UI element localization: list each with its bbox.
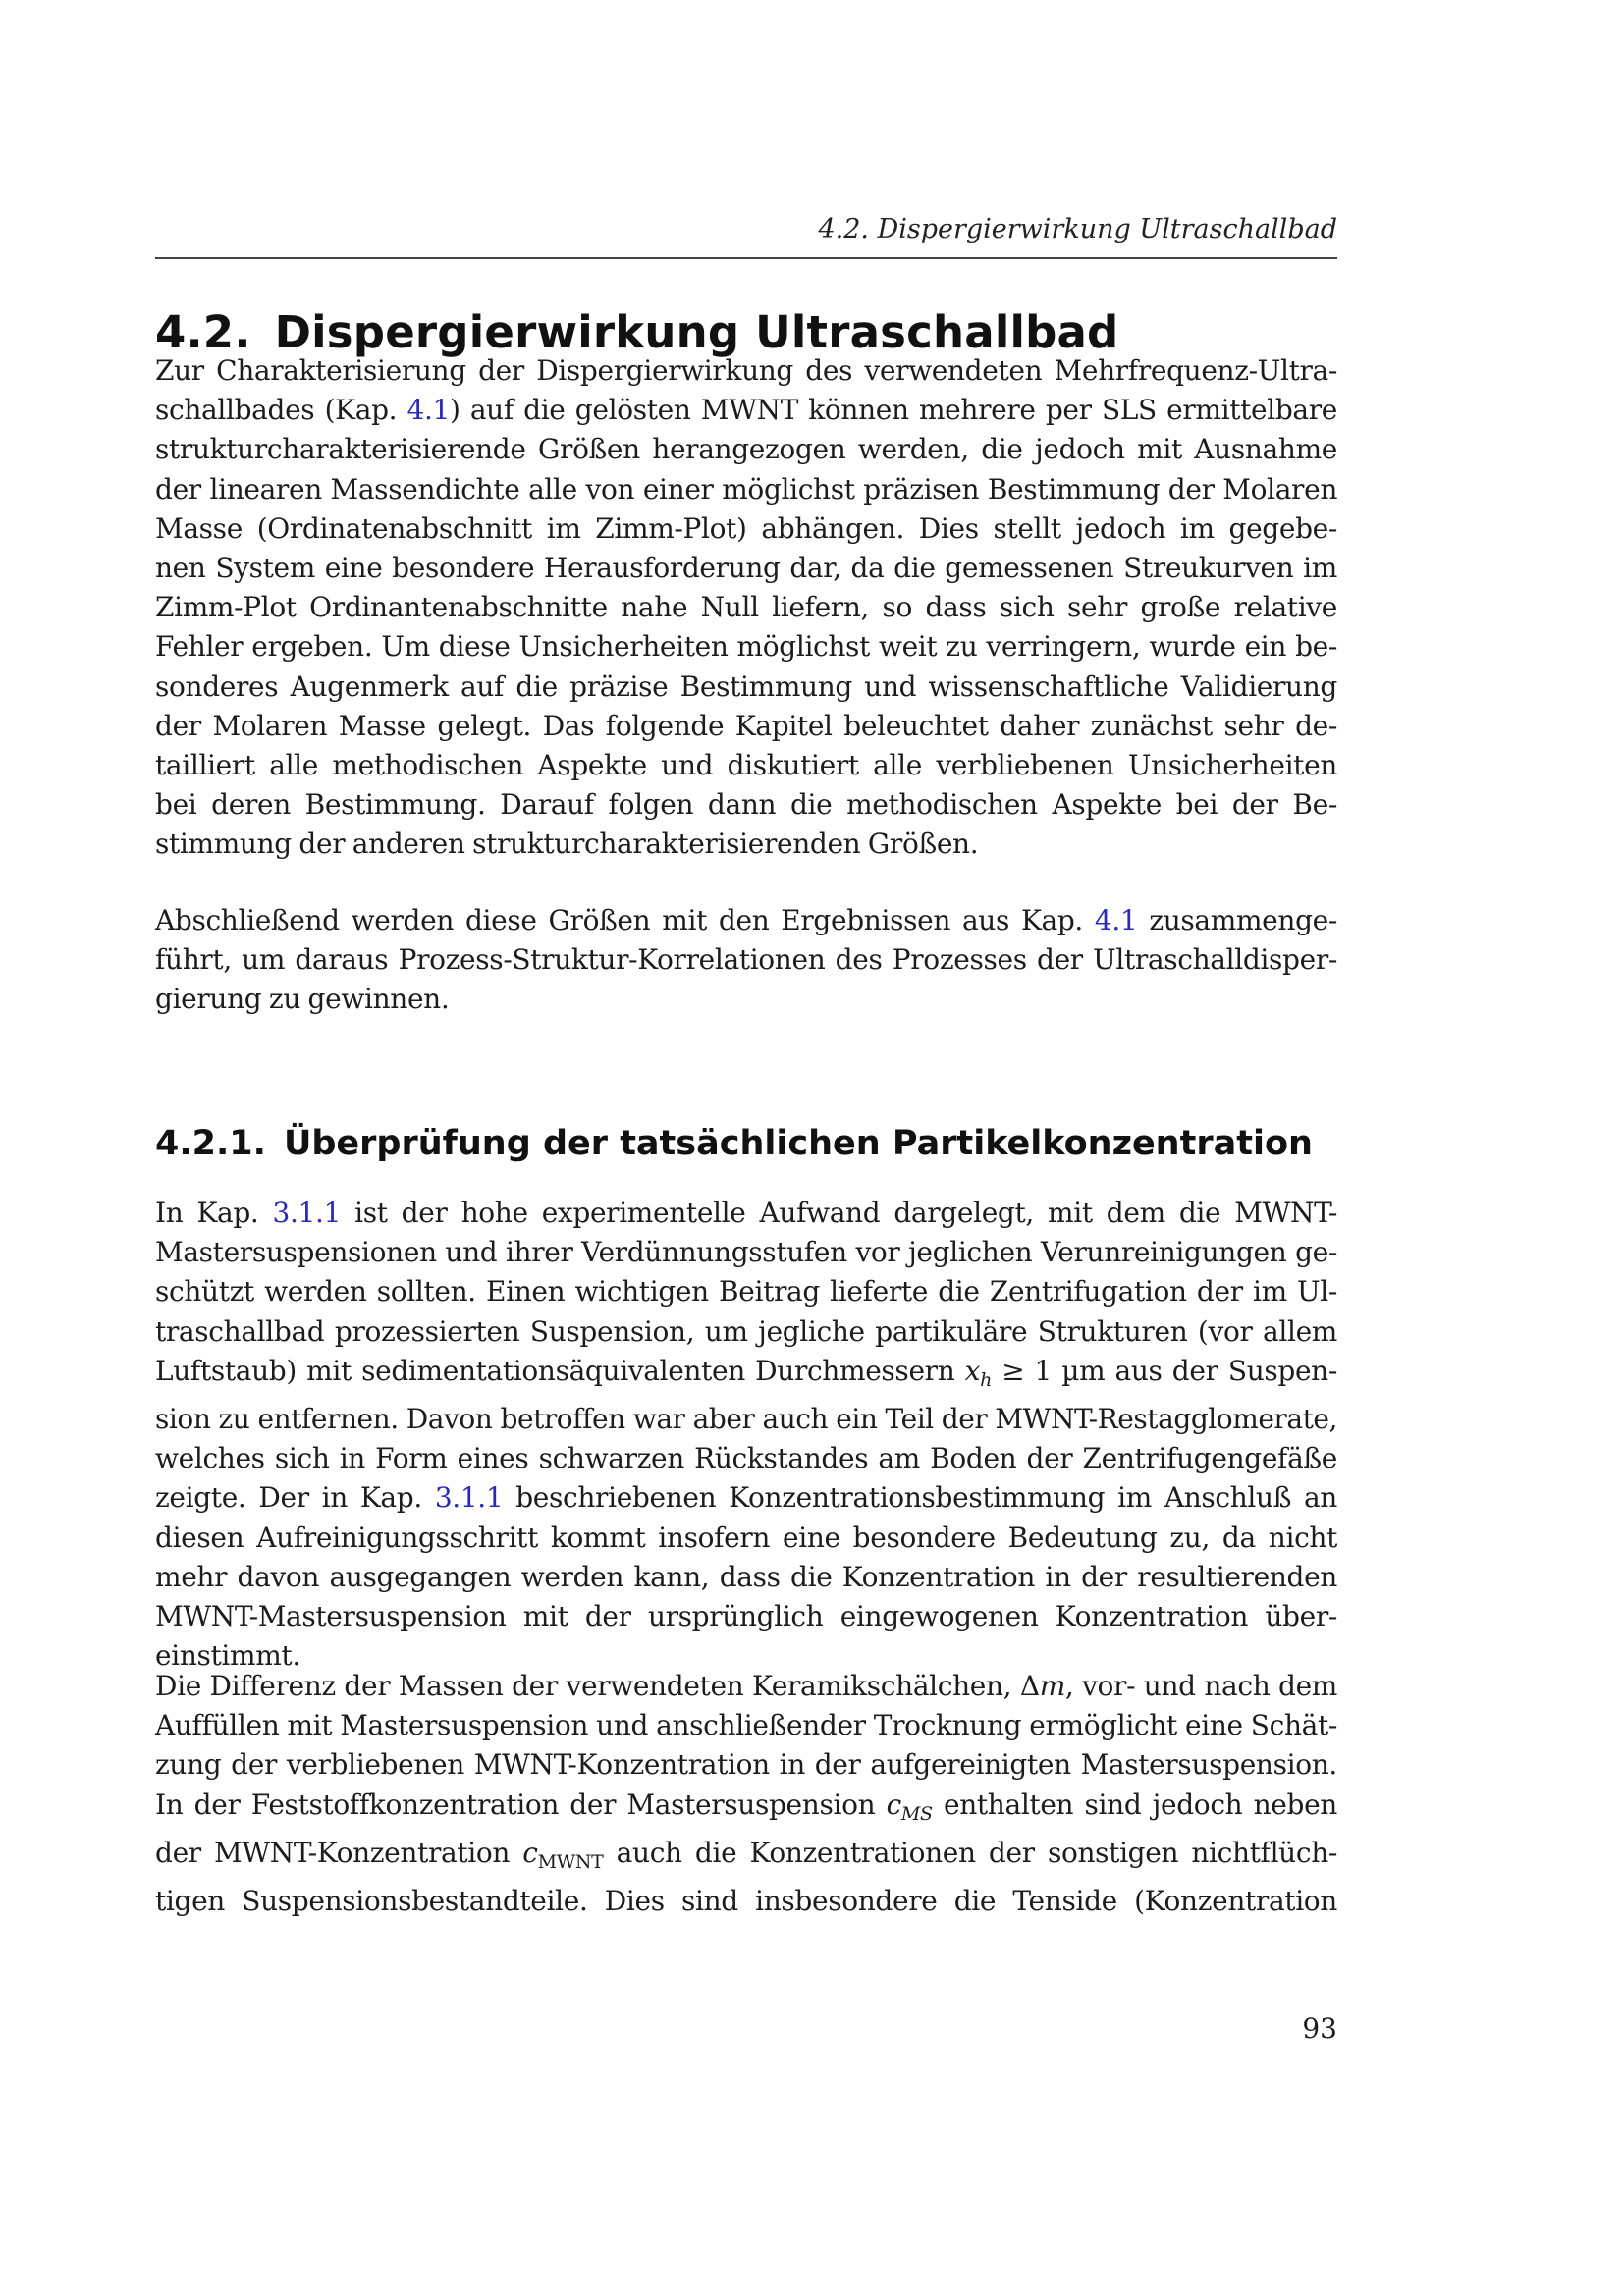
text-line: der Molaren Masse gelegt. Das folgende Kapitel beleuchtet daher zunächst sehr de- <box>155 709 1337 742</box>
text-line: tigen Suspensionsbestandteile. Dies sind insbesondere die Tenside (Konzentration <box>155 1885 1337 1918</box>
text-line: mehr davon ausgegangen werden kann, dass die Konzentration in der resultierenden <box>155 1560 1337 1593</box>
math-subscript-h: h <box>980 1368 992 1391</box>
subsection-title-text: Überprüfung der tatsächlichen Partikelkonzentration <box>283 1124 1313 1163</box>
chapter-link-3-1-1[interactable]: 3.1.1 <box>434 1481 504 1515</box>
section-title-text: Dispergierwirkung Ultraschallbad <box>274 306 1119 358</box>
text-line: zeigte. Der in Kap. 3.1.1 beschriebenen Konzentrationsbestimmung im Anschluß an <box>155 1481 1337 1515</box>
text-line: MWNT-Mastersuspension mit der ursprünglich eingewogenen Konzentration über- <box>155 1600 1337 1633</box>
subsection-heading <box>155 1124 1313 1163</box>
text-line: In der Feststoffkonzentration der Mastersuspension $c_{MS}$ enthalten sind jedoch neben <box>155 1788 1337 1825</box>
text-line: Zur Charakterisierung der Dispergierwirkung des verwendeten Mehrfrequenz-Ultra- <box>155 354 1337 387</box>
text-line: der MWNT-Konzentration $c_{MWNT}$ auch die Konzentrationen der sonstigen nichtflüch- <box>155 1836 1337 1873</box>
text-line: Mastersuspensionen und ihrer Verdünnungsstufen vor jeglichen Verunreinigungen ge- <box>155 1236 1337 1269</box>
section-number: 4.2. <box>155 306 251 358</box>
text-line: nen System eine besondere Herausforderung dar, da die gemessenen Streukurven im <box>155 552 1337 585</box>
text-line: diesen Aufreinigungsschritt kommt insofern eine besondere Bedeutung zu, da nicht <box>155 1521 1337 1554</box>
text-line: Fehler ergeben. Um diese Unsicherheiten möglichst weit zu verringern, wurde ein be- <box>155 630 1337 664</box>
text-line: Masse (Ordinatenabschnitt im Zimm-Plot) abhängen. Dies stellt jedoch im gegebe- <box>155 511 1337 545</box>
math-subscript-mwnt: MWNT <box>537 1850 604 1873</box>
text-line: Zimm-Plot Ordinantenabschnitte nahe Null liefern, so dass sich sehr große relative <box>155 591 1337 624</box>
text-line: In Kap. 3.1.1 ist der hohe experimentelle Aufwand dargelegt, mit dem die MWNT- <box>155 1197 1338 1229</box>
running-header: 4.2. Dispergierwirkung Ultraschallbad <box>818 214 1337 244</box>
math-variable-m: m <box>1039 1670 1065 1702</box>
chapter-link-4-1[interactable]: 4.1 <box>1094 904 1138 936</box>
math-subscript-ms: MS <box>900 1802 933 1825</box>
text-line: sonderes Augenmerk auf die präzise Bestimmung und wissenschaftliche Validierung <box>155 669 1337 703</box>
text-line: Abschließend werden diese Größen mit den Ergebnissen aus Kap. 4.1 zusammenge- <box>155 904 1337 936</box>
subsection-number: 4.2.1. <box>155 1124 266 1163</box>
text-line: schallbades (Kap. 4.1) auf die gelösten MWNT können mehrere per SLS ermittelbare <box>155 394 1338 427</box>
text-line: Die Differenz der Massen der verwendeten Keramikschälchen, Δm, vor- und nach dem <box>155 1670 1337 1702</box>
text-line: gierung zu gewinnen. <box>155 983 450 1016</box>
text-line: sion zu entfernen. Davon betroffen war aber auch ein Teil der MWNT-Restagglomerate, <box>155 1403 1337 1436</box>
text-line: tailliert alle methodischen Aspekte und diskutiert alle verbliebenen Unsicherheiten <box>155 749 1337 782</box>
text-line: führt, um daraus Prozess-Struktur-Korrelationen des Prozesses der Ultraschalldisper- <box>155 943 1337 977</box>
header-rule <box>155 257 1337 259</box>
math-variable-x: x <box>964 1354 981 1387</box>
text-line: strukturcharakterisierende Größen herangezogen werden, die jedoch mit Ausnahme <box>155 433 1337 466</box>
text-line: Auffüllen mit Mastersuspension und anschließender Trocknung ermöglicht eine Schät- <box>155 1709 1337 1742</box>
paragraph-mass-difference <box>155 1667 1337 1921</box>
text-line: schützt werden sollten. Einen wichtigen Beitrag lieferte die Zentrifugation der im Ul- <box>155 1275 1337 1308</box>
paragraph-concentration <box>155 1194 1337 1676</box>
text-line: der linearen Massendichte alle von einer möglichst präzisen Bestimmung der Molaren <box>155 472 1337 506</box>
paragraph-intro <box>155 351 1337 865</box>
text-line: zung der verbliebenen MWNT-Konzentration in der aufgereinigten Mastersuspension. <box>155 1748 1337 1782</box>
math-variable-c: c <box>886 1788 901 1821</box>
chapter-link-4-1[interactable]: 4.1 <box>406 394 450 427</box>
page-number: 93 <box>1302 2012 1337 2045</box>
math-variable-c: c <box>522 1836 538 1869</box>
text-line: einstimmt. <box>155 1639 300 1673</box>
chapter-link-3-1-1[interactable]: 3.1.1 <box>272 1197 342 1229</box>
text-line: Luftstaub) mit sedimentationsäquivalenten Durchmessern $x_h \ge 1$ µm aus der Suspen- <box>155 1354 1337 1391</box>
text-line: welches sich in Form eines schwarzen Rückstandes am Boden der Zentrifugengefäße <box>155 1442 1337 1475</box>
paragraph-conclusion <box>155 901 1337 1020</box>
text-line: traschallbad prozessierten Suspension, um jegliche partikuläre Strukturen (vor allem <box>155 1314 1337 1348</box>
text-line: stimmung der anderen strukturcharakterisierenden Größen. <box>155 828 979 861</box>
text-line: bei deren Bestimmung. Darauf folgen dann die methodischen Aspekte bei der Be- <box>155 788 1337 822</box>
